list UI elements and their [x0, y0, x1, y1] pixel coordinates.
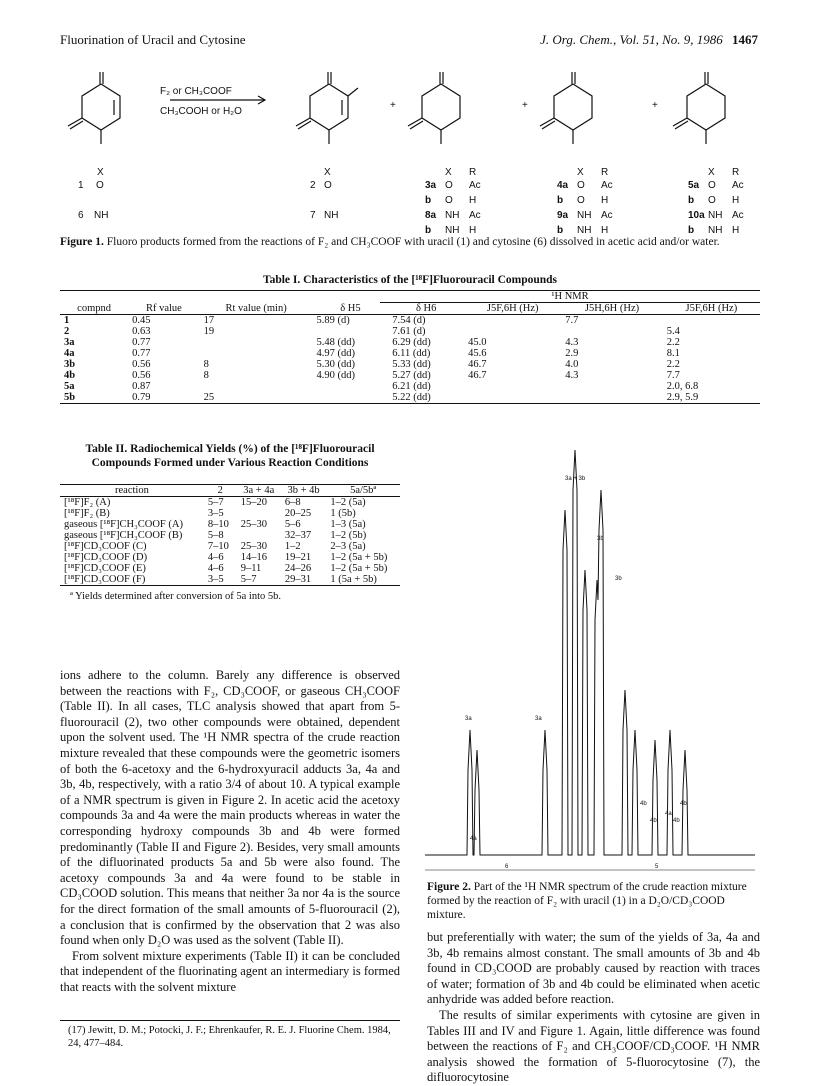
table-cell: 5–6 [284, 519, 301, 530]
table-cell [663, 315, 760, 327]
running-header-title: Fluorination of Uracil and Cytosine [60, 32, 246, 47]
axis-label: 6 [505, 864, 509, 870]
svg-text:+: + [522, 100, 528, 111]
table-cell: 1–2 (5a + 5b) [330, 563, 388, 574]
table2-grid [60, 484, 400, 586]
group-cell: H [469, 195, 477, 206]
group-cell: Ac [732, 210, 744, 221]
table-cell [464, 381, 561, 392]
table1-col-header: J5F,6H (Hz) [486, 303, 539, 314]
table-cell: 1–2 [284, 541, 301, 552]
structure-adduct-4 [540, 72, 592, 144]
table-cell: 7–10 [207, 541, 229, 552]
group-cell: O [577, 195, 585, 206]
table1-title: Table I. Characteristics of the [¹⁸F]Fluorouracil Compounds [262, 274, 558, 286]
group-cell: H [732, 195, 740, 206]
table-cell [200, 337, 313, 348]
table-cell: 3–5 [207, 508, 224, 519]
table-cell: 4a [64, 348, 75, 359]
peak-label: 3a [535, 716, 542, 722]
table-row [60, 563, 400, 574]
page-number: 1467 [732, 32, 758, 47]
compound-x: O [96, 180, 104, 191]
table-cell: [¹⁸F]CD₃COOF (F) [64, 574, 146, 585]
table-cell [313, 326, 389, 337]
table-cell: 6.29 (dd) [392, 337, 431, 348]
table-cell: 29–31 [284, 574, 312, 585]
structure-adduct-5 [673, 72, 725, 144]
group-cell: Ac [601, 180, 613, 191]
group-cell: NH [708, 225, 723, 236]
table2-footnote: ª Yields determined after conversion of 5a into 5b. [70, 591, 281, 602]
table-cell: [¹⁸F]CD₃COOF (E) [64, 563, 146, 574]
group-cell: 10a [688, 210, 705, 221]
table-cell: 1 (5b) [330, 508, 356, 519]
table-cell [200, 348, 313, 359]
group-cell: b [688, 225, 695, 236]
table-row [60, 315, 760, 327]
table-cell: 6.11 (dd) [392, 348, 431, 359]
right-column-text [427, 930, 760, 1086]
table2-col-header: 3b + 4b [287, 485, 320, 496]
table-cell: 8 [203, 370, 209, 381]
figure1-text: Fluoro products formed from the reactions of F₂ and CH₃COOF with uracil (1) and cytosine (6) dissolved in acetic acid and/or water. [106, 236, 720, 248]
table-cell: 5–7 [207, 497, 224, 508]
table-cell: 5.48 (dd) [316, 337, 356, 348]
group-cell: 8a [425, 210, 437, 221]
group-cell: Ac [601, 210, 613, 221]
table-row [60, 370, 760, 381]
table2-col-header: 3a + 4a [243, 485, 275, 496]
table-cell: 0.77 [132, 337, 151, 348]
table-row [60, 552, 400, 563]
reaction-scheme [60, 50, 760, 236]
table-cell: 32–37 [284, 530, 312, 541]
table-cell: 20–25 [284, 508, 312, 519]
svg-text:+: + [390, 100, 396, 111]
group-cell: H [732, 225, 740, 236]
table-cell [561, 326, 662, 337]
table-cell [237, 530, 281, 541]
table-cell: 4–6 [207, 552, 224, 563]
table-cell: 2.2 [666, 359, 680, 370]
journal-citation: J. Org. Chem., Vol. 51, No. 9, 1986 [540, 32, 723, 47]
group-cell: H [469, 225, 477, 236]
table-cell: 5.33 (dd) [392, 359, 431, 370]
table-cell: 0.87 [132, 381, 151, 392]
group-cell: Ac [469, 210, 481, 221]
table-cell: 8.1 [666, 348, 680, 359]
table-cell: 4.90 (dd) [316, 370, 356, 381]
table-cell: 45.6 [468, 348, 487, 359]
paragraph: From solvent mixture experiments (Table II) it can be concluded that independent of the fluorinating agent an intermediary is formed that reacts with the solvent mixture [60, 948, 400, 994]
table-cell: 5–8 [207, 530, 224, 541]
table-cell: 3b [64, 359, 76, 370]
table-cell: 1–2 (5a + 5b) [330, 552, 388, 563]
table-cell: 1 [64, 315, 70, 326]
peak-label: 4b [680, 801, 687, 807]
table-cell: 5.4 [666, 326, 680, 337]
table-cell [313, 392, 389, 403]
group-cell: O [708, 180, 716, 191]
table-cell: 0.63 [132, 326, 151, 337]
table-cell: 7.61 (d) [392, 326, 426, 337]
table-cell: 5a [64, 381, 75, 392]
table-cell: 46.7 [468, 370, 487, 381]
table-cell: 25 [203, 392, 215, 403]
table2-col-header: 2 [217, 485, 223, 496]
table-cell: 9–11 [240, 563, 262, 574]
table1-col-header: δ H6 [415, 303, 437, 314]
group-cell: b [557, 225, 564, 236]
table-cell: 7.7 [565, 315, 579, 326]
table-cell: 3–5 [207, 574, 224, 585]
table-row [60, 541, 400, 552]
group-col-label: X [577, 167, 584, 178]
table-cell: 45.0 [468, 337, 487, 348]
structure-5-fluorouracil [296, 72, 358, 144]
compound-num: 7 [310, 210, 316, 221]
table-cell: 5–7 [240, 574, 257, 585]
table-cell: [¹⁸F]F₂ (B) [64, 508, 110, 519]
group-cell: 9a [557, 210, 569, 221]
table1-col-header: J5F,6H (Hz) [685, 303, 738, 314]
table-cell: 0.56 [132, 359, 151, 370]
table-cell: 0.56 [132, 370, 151, 381]
group-cell: H [601, 195, 609, 206]
group-col-label: X [445, 167, 452, 178]
table2-title: Table II. Radiochemical Yields (%) of the [¹⁸F]Fluorouracil Compounds Formed under Various Reaction Conditions [85, 443, 375, 469]
col-x-label: X [324, 167, 331, 178]
table-cell: 4b [64, 370, 76, 381]
peak-label: 3b [597, 536, 604, 542]
group-cell: O [708, 195, 716, 206]
group-cell: b [557, 195, 564, 206]
compound-num: 6 [78, 210, 84, 221]
table-cell: 1–3 (5a) [330, 519, 366, 530]
table-cell: 2.2 [666, 337, 680, 348]
table-cell [561, 392, 662, 403]
nmr-spectrum [425, 430, 765, 875]
group-cell: NH [445, 210, 460, 221]
table-cell [237, 508, 281, 519]
table-cell: gaseous [¹⁸F]CH₃COOF (B) [64, 530, 183, 541]
table-cell: 8–10 [207, 519, 229, 530]
table-cell: 25–30 [240, 541, 267, 552]
table-cell: 2–3 (5a) [330, 541, 366, 552]
table-cell [464, 315, 561, 327]
left-column-text [60, 668, 400, 995]
table-cell: 5.27 (dd) [392, 370, 431, 381]
table-cell: 14–16 [240, 552, 267, 563]
group-col-label: R [732, 167, 740, 178]
group-cell: b [425, 225, 432, 236]
paragraph: ions adhere to the column. Barely any difference is observed between the reactions with F₂, CD₃COOF, or gaseous CH₃COOF (Table II). In all cases, TLC analysis showed that apart from 5-fluorouracil (2), two other compounds were obtained, dependent upon the solvent used. The ¹H NMR spectra of the crude reaction mixture revealed that these compounds were the geometric isomers of both the 6-acetoxy and the 6-hydroxyuracil adducts 3a, 4a and 3b, 4b, respectively, with a ratio 3/4 of about 10. A typical example of a NMR spectrum is given in Figure 2. In acetic acid the acetoxy compounds 3a and 4a were the main products whereas in water the corresponding hydroxy compounds 3b and 4b were formed predominantly (Table II and Figure 2). Besides, very small amounts of the difluorinated products 5a and 5b were also found. The acetoxy compounds 3a and 4a were found to be stable in CD₃COOD solution. This means that neither 3a nor 4a is the source for the direct formation of the small amounts of 5-fluorouracil (2), a conclusion that is confirmed by the observation that 2 was also found when only D₂O was used as the solvent (Table II). [60, 668, 400, 948]
running-header-journal [540, 32, 758, 48]
table-cell: 6–8 [284, 497, 301, 508]
group-cell: 4a [557, 180, 569, 191]
table-cell: 2.9 [565, 348, 579, 359]
peak-label: 3b [615, 576, 622, 582]
table-cell: 7.7 [666, 370, 680, 381]
table-cell: 5.30 (dd) [316, 359, 356, 370]
table1-col-header: δ H5 [340, 303, 361, 314]
compound-num: 2 [310, 180, 316, 191]
compound-num: 1 [78, 180, 84, 191]
table-row [60, 497, 400, 509]
table-row [60, 337, 760, 348]
structure-uracil [68, 72, 120, 144]
group-cell: b [688, 195, 695, 206]
group-cell: Ac [469, 180, 481, 191]
table-cell: 25–30 [240, 519, 267, 530]
peak-label: 4b [650, 818, 657, 824]
table-row [60, 392, 760, 403]
table-cell: [¹⁸F]CD₃COOF (D) [64, 552, 148, 563]
figure2-label: Figure 2. [427, 881, 471, 893]
table-row [60, 381, 760, 392]
group-cell: 5a [688, 180, 700, 191]
table-cell: 46.7 [468, 359, 487, 370]
table-cell: 4.3 [565, 337, 579, 348]
table-cell: 4.0 [565, 359, 579, 370]
table-cell: 17 [203, 315, 215, 326]
table-cell: 4.97 (dd) [316, 348, 356, 359]
table-cell: 19–21 [284, 552, 312, 563]
table-cell: 0.77 [132, 348, 151, 359]
group-col-label: X [708, 167, 715, 178]
table1-col-header: compnd [77, 303, 111, 314]
group-cell: b [425, 195, 432, 206]
table-cell: 19 [203, 326, 215, 337]
table-cell: 7.54 (d) [392, 315, 426, 326]
group-cell: Ac [732, 180, 744, 191]
reagent-top: F₂ or CH₃COOF [160, 86, 232, 97]
table1-col-header: Rf value [145, 303, 182, 314]
table-cell [561, 381, 662, 392]
group-cell: O [445, 195, 453, 206]
table-row [60, 574, 400, 586]
table-cell: 1 (5a + 5b) [330, 574, 377, 585]
table-cell [464, 326, 561, 337]
figure1-label: Figure 1. [60, 236, 104, 248]
table-cell: 4–6 [207, 563, 224, 574]
group-cell: O [445, 180, 453, 191]
group-cell: NH [445, 225, 460, 236]
table1-group-header: ¹H NMR [380, 291, 760, 303]
table2 [60, 484, 400, 603]
peak-label: 3a [465, 716, 472, 722]
table-cell: 1–2 (5a) [330, 497, 366, 508]
peak-label: 4a [470, 836, 477, 842]
table-cell: 5.89 (d) [316, 315, 350, 326]
table-row [60, 326, 760, 337]
svg-text:+: + [652, 100, 658, 111]
compound-x: NH [324, 210, 339, 221]
footnote-17: (17) Jewitt, D. M.; Potocki, J. F.; Ehrenkaufer, R. E. J. Fluorine Chem. 1984, 24, 477–484. [68, 1025, 391, 1049]
figure2-caption [427, 880, 757, 922]
table2-col-header: reaction [115, 485, 149, 496]
table1-grid [60, 303, 760, 403]
paragraph: but preferentially with water; the sum of the yields of 3a, 4a and 3b, 4b remains almost constant. The small amounts of 3b and 4b found in CD₃COOD are probably caused by reaction with traces of water; formation of 3b and 4b could be eliminated when acetic anhydride was added before reaction. [427, 930, 760, 1007]
table-cell [464, 392, 561, 403]
table-cell: 0.45 [132, 315, 151, 326]
reagent-bottom: CH₃COOH or H₂O [160, 106, 242, 117]
table-cell: 2 [64, 326, 70, 337]
table-cell: [¹⁸F]CD₃COOF (C) [64, 541, 147, 552]
table-cell: 15–20 [240, 497, 267, 508]
table-row [60, 359, 760, 370]
table-cell: 1–2 (5b) [330, 530, 367, 541]
table-row [60, 519, 400, 530]
peak-label: 4b [640, 801, 647, 807]
figure2-text: Part of the ¹H NMR spectrum of the crude reaction mixture formed by the reaction of F₂ with uracil (1) in a D₂O/CD₃COOD mixture. [427, 881, 747, 921]
group-col-label: R [469, 167, 477, 178]
table-cell: 8 [203, 359, 209, 370]
table-cell: 5.22 (dd) [392, 392, 431, 403]
table-cell [313, 381, 389, 392]
structure-adduct-3 [408, 72, 460, 144]
compound-x: NH [94, 210, 109, 221]
table-cell: 3a [64, 337, 75, 348]
table-cell: 0.79 [132, 392, 151, 403]
table-cell [200, 381, 313, 392]
col-x-label: X [97, 167, 104, 178]
group-cell: H [601, 225, 609, 236]
table-cell: 4.3 [565, 370, 579, 381]
figure1-caption [60, 235, 760, 249]
group-cell: NH [708, 210, 723, 221]
group-cell: O [577, 180, 585, 191]
table-cell: 2.9, 5.9 [666, 392, 699, 403]
table-cell: 5b [64, 392, 76, 403]
compound-x: O [324, 180, 332, 191]
group-cell: NH [577, 210, 592, 221]
group-cell: 3a [425, 180, 437, 191]
group-cell: NH [577, 225, 592, 236]
table-cell: [¹⁸F]F₂ (A) [64, 497, 111, 508]
table1 [60, 290, 760, 404]
axis-label: 5 [655, 864, 659, 870]
table-cell: 24–26 [284, 563, 312, 574]
table1-col-header: J5H,6H (Hz) [584, 303, 640, 314]
peak-label: 3a + 3b [565, 476, 586, 482]
table-row [60, 530, 400, 541]
peak-label: 4a [665, 811, 672, 817]
table1-col-header: Rt value (min) [225, 303, 287, 314]
table-cell: gaseous [¹⁸F]CH₃COOF (A) [64, 519, 183, 530]
table-row [60, 348, 760, 359]
group-col-label: R [601, 167, 609, 178]
table-cell: 2.0, 6.8 [666, 381, 699, 392]
table-cell: 6.21 (dd) [392, 381, 431, 392]
paragraph: The results of similar experiments with cytosine are given in Tables III and IV and Figure 1. Again, little difference was found between the reactions of F₂ and CH₃COOF/CD₃COOF. ¹H NMR analysis showed the formation of 5-fluorocytosine (7), the difluorocytosine [427, 1007, 760, 1085]
peak-label: 4b [673, 818, 680, 824]
table-row [60, 508, 400, 519]
table2-col-header: 5a/5bª [350, 485, 377, 496]
